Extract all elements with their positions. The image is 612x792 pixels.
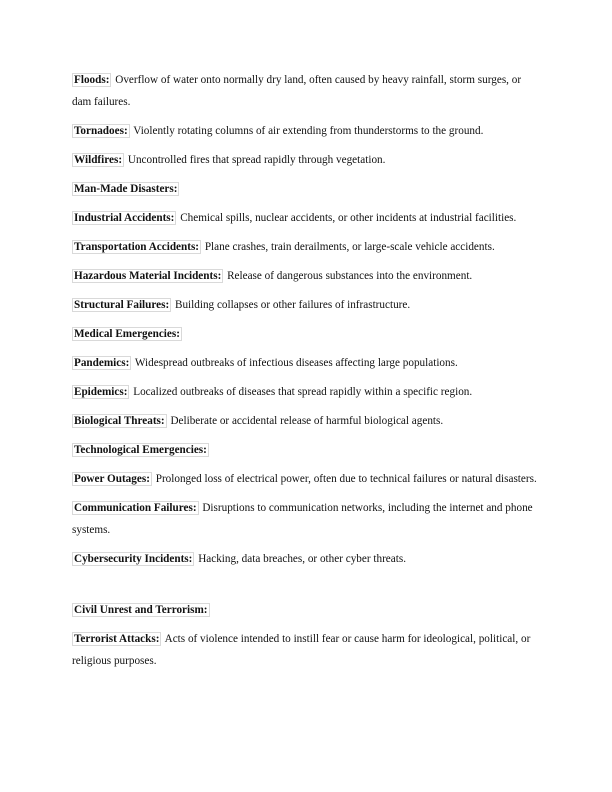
term-description: Prolonged loss of electrical power, often due to technical failures or natural disasters.	[155, 473, 537, 485]
term-description: Disruptions to communication networks, including the internet and phone systems.	[72, 502, 533, 536]
term-description: Uncontrolled fires that spread rapidly through vegetation.	[127, 154, 386, 166]
section-heading-label: Technological Emergencies:	[74, 444, 207, 456]
section-heading-label: Civil Unrest and Terrorism:	[74, 604, 208, 616]
term-label: Industrial Accidents:	[74, 212, 175, 224]
term-label: Biological Threats:	[74, 415, 165, 427]
term-label: Terrorist Attacks:	[74, 633, 160, 645]
list-item	[72, 120, 542, 142]
term-label: Power Outages:	[74, 473, 150, 485]
term-label: Wildfires:	[74, 154, 123, 166]
list-item	[72, 381, 542, 403]
section-heading	[72, 599, 542, 621]
term-description: Building collapses or other failures of infrastructure.	[174, 299, 411, 311]
term-description: Localized outbreaks of diseases that spread rapidly within a specific region.	[133, 386, 473, 398]
term-label: Structural Failures:	[74, 299, 170, 311]
term-description: Plane crashes, train derailments, or large-scale vehicle accidents.	[204, 241, 495, 253]
term-label: Communication Failures:	[74, 502, 197, 514]
term-label: Pandemics:	[74, 357, 130, 369]
term-label: Tornadoes:	[74, 125, 128, 137]
term-description: Acts of violence intended to instill fear or cause harm for ideological, political, or religious purposes.	[72, 633, 531, 667]
list-item	[72, 468, 542, 490]
section-heading-label: Medical Emergencies:	[74, 328, 180, 340]
list-item	[72, 149, 542, 171]
list-item	[72, 548, 542, 570]
list-item	[72, 265, 542, 287]
term-description: Overflow of water onto normally dry land, often caused by heavy rainfall, storm surges, or dam failures.	[72, 74, 522, 108]
term-description: Hacking, data breaches, or other cyber threats.	[198, 553, 406, 565]
term-description: Chemical spills, nuclear accidents, or other incidents at industrial facilities.	[180, 212, 517, 224]
section-heading	[72, 439, 542, 461]
section-heading	[72, 178, 542, 200]
term-label: Floods:	[74, 74, 110, 86]
term-label: Transportation Accidents:	[74, 241, 200, 253]
list-item	[72, 628, 542, 672]
list-item	[72, 294, 542, 316]
term-description: Violently rotating columns of air extending from thunderstorms to the ground.	[133, 125, 484, 137]
section-heading	[72, 323, 542, 345]
term-label: Epidemics:	[74, 386, 128, 398]
list-item	[72, 69, 542, 113]
list-item	[72, 497, 542, 541]
list-item	[72, 352, 542, 374]
list-item	[72, 207, 542, 229]
term-description: Widespread outbreaks of infectious diseases affecting large populations.	[134, 357, 458, 369]
list-item	[72, 410, 542, 432]
term-description: Deliberate or accidental release of harmful biological agents.	[170, 415, 444, 427]
term-description: Release of dangerous substances into the environment.	[227, 270, 473, 282]
term-label: Cybersecurity Incidents:	[74, 553, 193, 565]
term-label: Hazardous Material Incidents:	[74, 270, 222, 282]
section-heading-label: Man-Made Disasters:	[74, 183, 178, 195]
list-item	[72, 236, 542, 258]
document-body	[72, 69, 542, 679]
